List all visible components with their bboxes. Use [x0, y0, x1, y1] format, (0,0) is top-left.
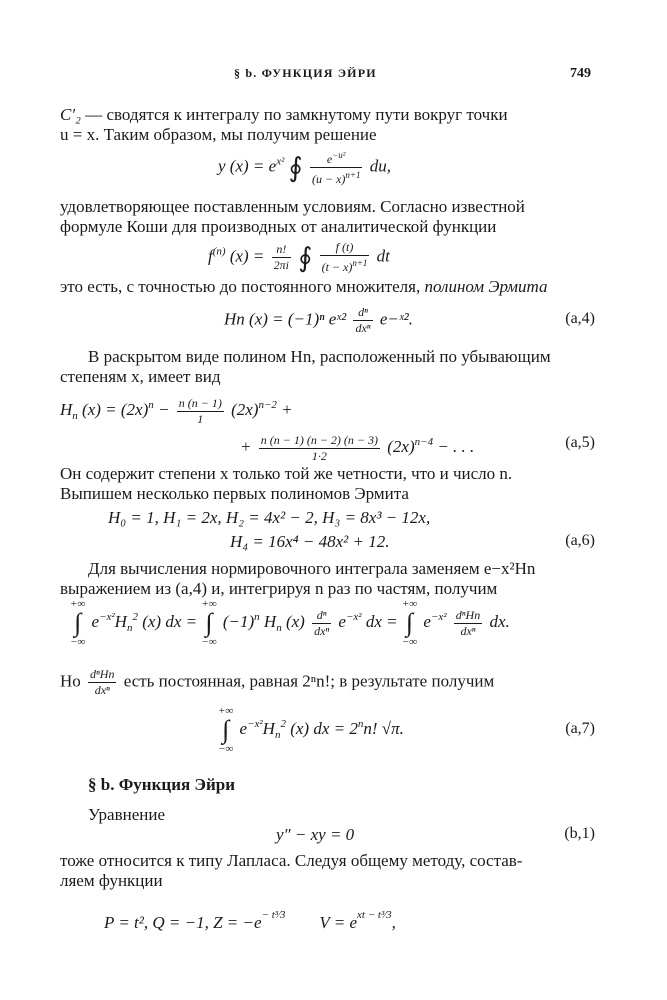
text-line-6: В раскрытом виде полином Hn, расположенный по убывающим	[88, 347, 551, 366]
equation-a4-lhs: Hn (x) = (−1)ⁿ eˣ²	[224, 309, 347, 329]
text-line-8: Он содержит степени x только той же четности, что и число n.	[60, 464, 513, 483]
text-line-15: ляем функции	[60, 871, 163, 890]
text-line-1-body: — сводятся к интегралу по замкнутому пути вокруг точки	[85, 105, 508, 124]
text-line-3: удовлетворяющее поставленным условиям. Согласно известной	[60, 197, 525, 216]
section-heading-airy: § b. Функция Эйри	[88, 775, 236, 794]
equation-number-a7: (a,7)	[565, 720, 595, 737]
equation-number-b1: (b,1)	[564, 825, 595, 842]
equation-number-a4: (a,4)	[565, 310, 595, 327]
page-number: 749	[570, 66, 591, 81]
equation-v: V = e	[319, 913, 358, 932]
text-line-10: Для вычисления нормировочного интеграла заменяем e−x²Hn	[88, 559, 536, 578]
equation-normalization-integrals: +∞ ∫ −∞ $e^{-x^2}H_n^2$ (x) dx = +∞ ∫ −∞ $(-1)^n$ $H_n$ (x) $\frac{\text{dⁿ}}{\text{dxⁿ}}$ $e^{-x^2}$ dx = +∞ ∫ −∞ $e^{-x^2}$ $\frac{\text{dⁿHn}}{\text{dxⁿ}}$ dx.	[70, 598, 510, 648]
hermite-polynomial-term: полином Эрмита	[424, 277, 548, 296]
c2-symbol: C′₂	[60, 105, 81, 124]
equation-b1: y″ − xy = 0	[276, 825, 355, 844]
equation-a6-line2: H₄ = 16x⁴ − 48x² + 12.	[230, 532, 390, 551]
text-line-5-body: это есть, с точностью до постоянного множителя,	[60, 277, 421, 296]
equation-pqzv-functions: P = t², Q = −1, $Z = -e^{- t^3⁄3}$ $V = e^{xt - t^3⁄3}$,	[104, 909, 396, 932]
text-line-1	[60, 105, 508, 125]
equation-a4-rhs: e−ˣ².	[379, 309, 413, 329]
equation-a5-line2: + $\frac{n (n - 1) (n - 2) (n - 3)}{1\cdot 2}$ $(2x)^{n-4}$ − . . .	[240, 432, 475, 463]
running-title: § b. ФУНКЦИЯ ЭЙРИ	[234, 66, 377, 80]
text-line-14: тоже относится к типу Лапласа. Следуя общему методу, состав-	[60, 851, 523, 870]
text-line-5	[60, 277, 547, 297]
text-line-12-start: Но	[60, 671, 81, 691]
equation-cauchy-formula: $f^{(n)}$ (x) = $\frac{n!}{2\pi i}$ ∮ $\frac{f (t)}{(t - x)^{n+1}}$ dt	[208, 240, 390, 274]
equation-a5-line1: $H_n$ $(x) = (2x)^n$ − $\frac{n (n - 1)}{1}$ $(2x)^{n-2}$ +	[60, 395, 293, 426]
text-line-12: Но $\frac{\text{dⁿHn}}{\text{dxⁿ}}$ есть постоянная, равная 2ⁿn!; в результате получим	[60, 667, 495, 697]
text-line-9: Выпишем несколько первых полиномов Эрмита	[60, 484, 409, 503]
equation-a7: +∞ ∫ −∞ $e^{-x^2}H_n^2$ (x) dx = $2^nn$! √π.	[218, 705, 404, 755]
text-line-2: u = x. Таким образом, мы получим решение	[60, 125, 377, 144]
equation-a6-line1: H₀ = 1, H₁ = 2x, H₂ = 4x² − 2, H₃ = 8x³ − 12x,	[108, 508, 431, 527]
text-line-13: Уравнение	[88, 805, 165, 824]
equation-number-a6: (a,6)	[565, 532, 595, 549]
equation-pqz: P = t², Q = −1, Z = −e	[104, 913, 262, 932]
equation-a4: Hn (x) = (−1)ⁿ eˣ² $\frac{\text{dⁿ}}{\text{dxⁿ}}$ e−ˣ².	[224, 305, 413, 335]
equation-solution-integral: y $(x) = e^{x^2}$ ∮ $\frac{e^{-u^2}}{(u - x)^{n+1}}$ du,	[218, 150, 391, 186]
text-line-12-body: есть постоянная, равная 2ⁿn!; в результате получим	[123, 671, 495, 691]
text-line-7: степеням x, имеет вид	[60, 367, 221, 386]
equation-number-a5: (a,5)	[565, 434, 595, 451]
text-line-4: формуле Коши для производных от аналитической функции	[60, 217, 497, 236]
text-line-11: выражением из (a,4) и, интегрируя n раз по частям, получим	[60, 579, 498, 598]
